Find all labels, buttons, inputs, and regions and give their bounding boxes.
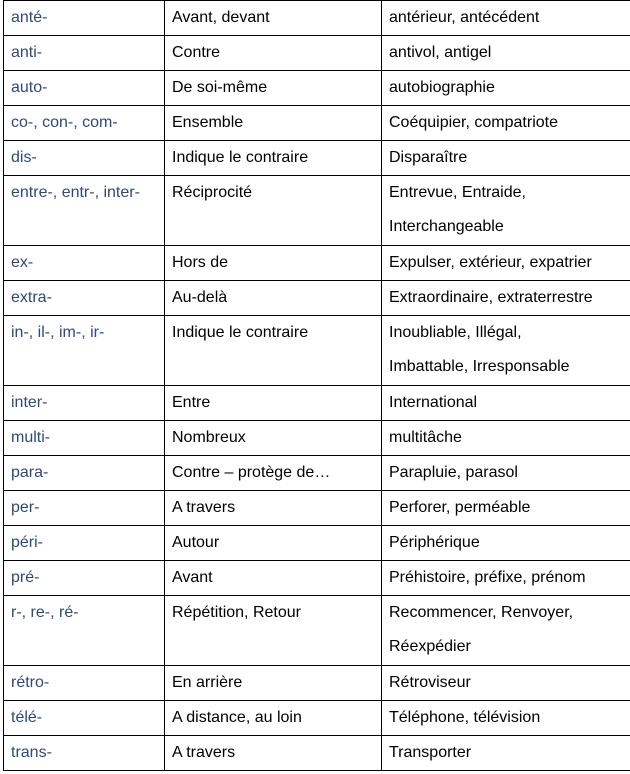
example-text: Entrevue, Entraide,	[389, 184, 526, 201]
prefix-cell	[4, 71, 165, 106]
example-text: Coéquipier, compatriote	[389, 114, 558, 131]
prefix-text: péri-	[11, 534, 44, 551]
prefix-cell	[4, 386, 165, 421]
meaning-cell	[165, 1, 382, 36]
example-text: antivol, antigel	[389, 44, 492, 61]
table-row	[4, 526, 630, 561]
example-text: Transporter	[389, 744, 472, 761]
prefix-cell	[4, 701, 165, 736]
table-row	[4, 176, 630, 246]
example-text: antérieur, antécédent	[389, 9, 540, 26]
examples-cell	[382, 421, 630, 456]
meaning-cell	[165, 596, 382, 666]
table-row	[4, 386, 630, 421]
examples-cell	[382, 176, 630, 246]
examples-cell	[382, 1, 630, 36]
examples-cell	[382, 736, 630, 771]
table-row	[4, 561, 630, 596]
prefix-cell	[4, 491, 165, 526]
example-text: autobiographie	[389, 79, 495, 96]
examples-cell	[382, 701, 630, 736]
meaning-text: Autour	[172, 534, 220, 551]
meaning-text: Entre	[172, 394, 211, 411]
meaning-cell	[165, 736, 382, 771]
table-row	[4, 246, 630, 281]
examples-cell	[382, 386, 630, 421]
meaning-cell	[165, 526, 382, 561]
example-text: Parapluie, parasol	[389, 464, 518, 481]
example-text: Perforer, perméable	[389, 499, 531, 516]
prefix-text: para-	[11, 464, 49, 481]
prefix-text: anté-	[11, 9, 48, 26]
prefix-cell	[4, 106, 165, 141]
meaning-cell	[165, 666, 382, 701]
example-text: Imbattable, Irresponsable	[389, 358, 570, 375]
table-row	[4, 36, 630, 71]
table-row	[4, 491, 630, 526]
meaning-cell	[165, 701, 382, 736]
table-row	[4, 106, 630, 141]
meaning-cell	[165, 36, 382, 71]
prefix-text: auto-	[11, 79, 48, 96]
prefix-cell	[4, 36, 165, 71]
examples-cell	[382, 456, 630, 491]
meaning-text: Avant	[172, 569, 213, 586]
prefix-text: pré-	[11, 569, 40, 586]
example-text: Périphérique	[389, 534, 480, 551]
prefix-text: per-	[11, 499, 40, 516]
prefix-text: extra-	[11, 289, 52, 306]
example-text: Rétroviseur	[389, 674, 471, 691]
meaning-text: Au-delà	[172, 289, 228, 306]
example-text: Recommencer, Renvoyer,	[389, 604, 574, 621]
meaning-cell	[165, 106, 382, 141]
example-text: Interchangeable	[389, 218, 504, 235]
meaning-cell	[165, 246, 382, 281]
prefix-text: rétro-	[11, 674, 50, 691]
prefix-text: multi-	[11, 429, 51, 446]
example-text: multitâche	[389, 429, 462, 446]
table-row	[4, 1, 630, 36]
examples-cell	[382, 71, 630, 106]
table-row	[4, 71, 630, 106]
meaning-text: En arrière	[172, 674, 243, 691]
examples-cell	[382, 561, 630, 596]
prefix-cell	[4, 736, 165, 771]
meaning-text: Contre – protège de…	[172, 464, 331, 481]
meaning-text: Répétition, Retour	[172, 604, 301, 621]
prefix-cell	[4, 421, 165, 456]
example-text: Extraordinaire, extraterrestre	[389, 289, 593, 306]
prefix-text: télé-	[11, 709, 43, 726]
table-row	[4, 281, 630, 316]
meaning-text: Avant, devant	[172, 9, 270, 26]
prefix-cell	[4, 176, 165, 246]
table-row	[4, 141, 630, 176]
meaning-cell	[165, 561, 382, 596]
prefix-text: inter-	[11, 394, 48, 411]
example-text: Préhistoire, préfixe, prénom	[389, 569, 586, 586]
examples-cell	[382, 106, 630, 141]
prefix-text: anti-	[11, 44, 43, 61]
examples-cell	[382, 491, 630, 526]
table-row	[4, 736, 630, 771]
meaning-text: Hors de	[172, 254, 229, 271]
table-row	[4, 701, 630, 736]
meaning-text: Ensemble	[172, 114, 244, 131]
prefix-cell	[4, 1, 165, 36]
prefix-cell	[4, 456, 165, 491]
example-text: International	[389, 394, 478, 411]
prefix-text: in-, il-, im-, ir-	[11, 324, 105, 341]
meaning-text: Indique le contraire	[172, 149, 309, 166]
examples-cell	[382, 246, 630, 281]
prefix-text: r-, re-, ré-	[11, 604, 79, 621]
prefix-text: entre-, entr-, inter-	[11, 184, 140, 201]
prefix-text: trans-	[11, 744, 52, 761]
meaning-cell	[165, 421, 382, 456]
examples-cell	[382, 596, 630, 666]
meaning-cell	[165, 386, 382, 421]
table-row	[4, 316, 630, 386]
example-text: Téléphone, télévision	[389, 709, 541, 726]
table-row	[4, 596, 630, 666]
meaning-text: Réciprocité	[172, 184, 253, 201]
example-text: Disparaître	[389, 149, 468, 166]
meaning-text: A distance, au loin	[172, 709, 302, 726]
prefix-table	[3, 0, 630, 771]
table-row	[4, 421, 630, 456]
meaning-cell	[165, 176, 382, 246]
prefix-cell	[4, 596, 165, 666]
examples-cell	[382, 526, 630, 561]
examples-cell	[382, 141, 630, 176]
table-row	[4, 666, 630, 701]
examples-cell	[382, 316, 630, 386]
examples-cell	[382, 36, 630, 71]
prefix-cell	[4, 246, 165, 281]
prefix-cell	[4, 526, 165, 561]
example-text: Inoubliable, Illégal,	[389, 324, 522, 341]
examples-cell	[382, 281, 630, 316]
prefix-text: ex-	[11, 254, 34, 271]
prefix-cell	[4, 281, 165, 316]
meaning-cell	[165, 491, 382, 526]
example-text: Réexpédier	[389, 638, 471, 655]
meaning-cell	[165, 281, 382, 316]
example-text: Expulser, extérieur, expatrier	[389, 254, 592, 271]
meaning-cell	[165, 141, 382, 176]
table-row	[4, 456, 630, 491]
meaning-text: A travers	[172, 499, 236, 516]
prefix-cell	[4, 666, 165, 701]
prefix-cell	[4, 141, 165, 176]
meaning-text: De soi-même	[172, 79, 268, 96]
prefix-text: dis-	[11, 149, 37, 166]
meaning-cell	[165, 316, 382, 386]
prefix-text: co-, con-, com-	[11, 114, 118, 131]
meaning-text: Nombreux	[172, 429, 246, 446]
prefix-cell	[4, 561, 165, 596]
examples-cell	[382, 666, 630, 701]
meaning-cell	[165, 456, 382, 491]
meaning-text: Indique le contraire	[172, 324, 309, 341]
meaning-text: A travers	[172, 744, 236, 761]
meaning-text: Contre	[172, 44, 221, 61]
meaning-cell	[165, 71, 382, 106]
prefix-cell	[4, 316, 165, 386]
prefix-table-body	[4, 1, 630, 771]
